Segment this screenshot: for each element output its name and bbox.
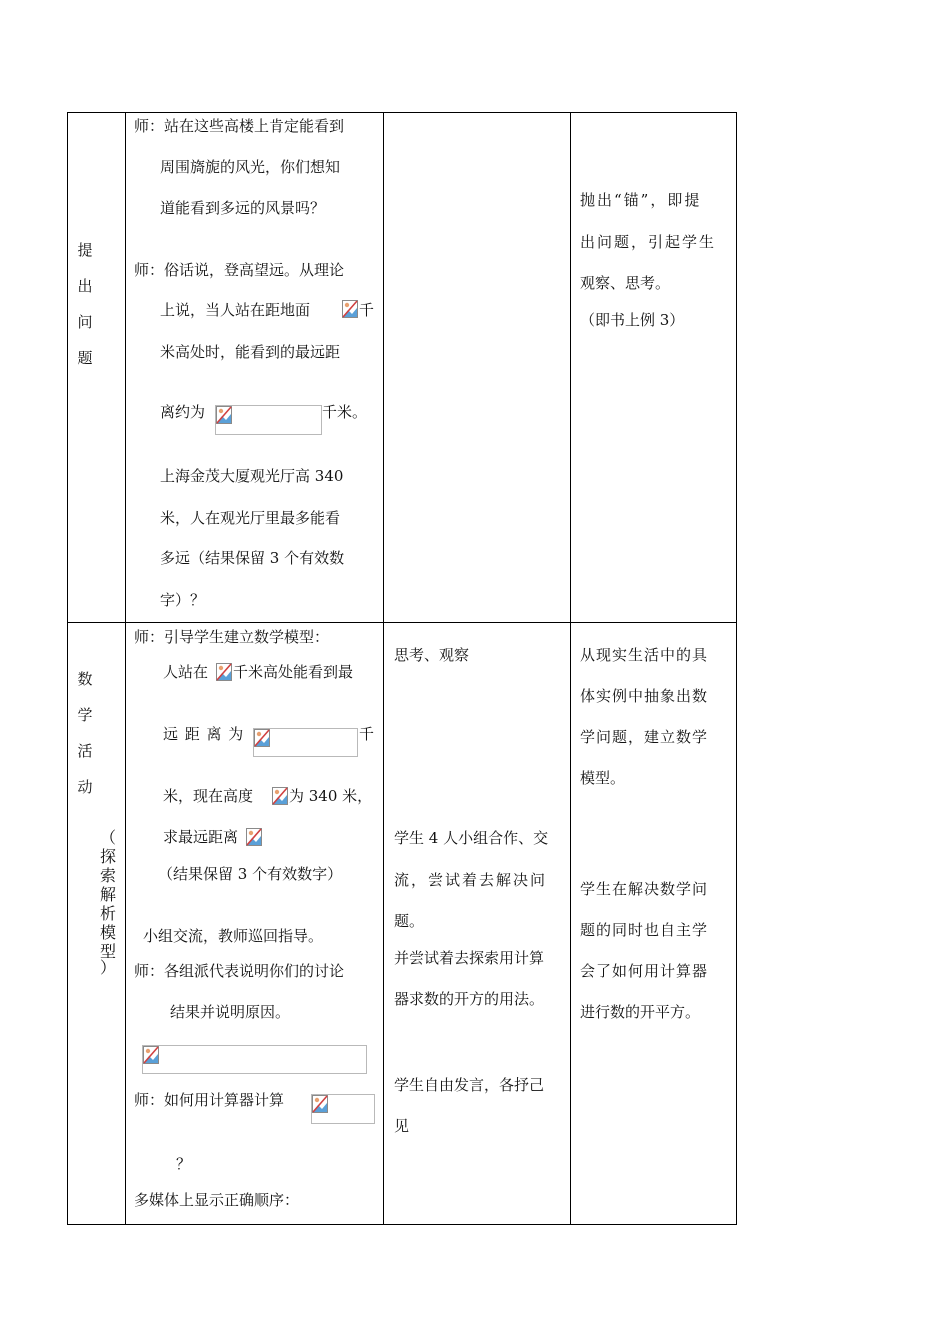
table-border-mid xyxy=(67,622,737,623)
intent-line: （即书上例 3） xyxy=(580,311,685,329)
teacher-line: 上说，当人站在距地面 xyxy=(160,301,311,319)
section-sublabel-char: 解 xyxy=(99,885,116,904)
section-label-char: 学 xyxy=(77,706,93,724)
section-label-char: 提 xyxy=(77,241,93,259)
formula-image-placeholder xyxy=(142,1045,367,1074)
student-line: 学生 4 人小组合作、交 xyxy=(394,829,549,847)
intent-line: 会了如何用计算器 xyxy=(580,962,709,980)
table-border-bottom xyxy=(67,1224,737,1225)
intent-line: 进行数的开平方。 xyxy=(580,1003,701,1021)
teacher-line: 为 340 米， xyxy=(289,787,373,805)
broken-image-icon xyxy=(143,1046,159,1064)
intent-line: 题的同时也自主学 xyxy=(580,921,709,939)
student-line: 学生自由发言，各抒己 xyxy=(394,1076,545,1094)
teacher-line: 远 距 离 为 xyxy=(163,725,245,743)
table-col-divider-2 xyxy=(383,112,384,1225)
teacher-line: 上海金茂大厦观光厅高 340 xyxy=(160,467,344,485)
section-label-char: 数 xyxy=(77,670,93,688)
student-line: 器求数的开方的用法。 xyxy=(394,990,545,1008)
teacher-line: 师：引导学生建立数学模型： xyxy=(134,628,330,646)
teacher-line: 师：如何用计算器计算 xyxy=(134,1091,285,1109)
teacher-line: 师：各组派代表说明你们的讨论 xyxy=(134,962,345,980)
intent-line: 从现实生活中的具 xyxy=(580,646,709,664)
section-sublabel-char: ） xyxy=(99,958,116,977)
teacher-line: 千米高处能看到最 xyxy=(233,663,354,681)
teacher-line: 求最远距离 xyxy=(163,828,239,846)
section-label-char: 动 xyxy=(77,778,93,796)
teacher-line: 多媒体上显示正确顺序： xyxy=(134,1191,300,1209)
student-line: 思考、观察 xyxy=(394,646,470,664)
teacher-line: 字）？ xyxy=(160,591,206,609)
table-border-right xyxy=(736,112,737,1225)
teacher-line: 千 xyxy=(359,301,375,319)
teacher-line: 结果并说明原因。 xyxy=(170,1003,291,1021)
broken-image-icon xyxy=(272,787,288,805)
table-col-divider-3 xyxy=(570,112,571,1225)
section-sublabel-char: 型 xyxy=(99,942,116,961)
intent-line: 学生在解决数学问 xyxy=(580,880,709,898)
table-border-left xyxy=(67,112,68,1225)
teacher-line: 米高处时，能看到的最远距 xyxy=(160,343,341,361)
broken-image-icon xyxy=(312,1095,328,1113)
intent-line: 体实例中抽象出数 xyxy=(580,687,709,705)
teacher-line: 离约为 xyxy=(160,403,206,421)
teacher-line: 小组交流，教师巡回指导。 xyxy=(143,927,324,945)
intent-line: 观察、思考。 xyxy=(580,274,671,292)
teacher-line: 周围旖旎的风光，你们想知 xyxy=(160,158,341,176)
broken-image-icon xyxy=(216,406,232,424)
broken-image-icon xyxy=(216,663,232,681)
intent-line: 学问题，建立数学 xyxy=(580,728,709,746)
intent-line: 出问题，引起学生 xyxy=(580,233,717,251)
student-line: 见 xyxy=(394,1117,410,1135)
teacher-line: 米，人在观光厅里最多能看 xyxy=(160,509,341,527)
teacher-line: （结果保留 3 个有效数字） xyxy=(158,865,343,883)
section-label-char: 出 xyxy=(77,277,93,295)
section-sublabel-char: 索 xyxy=(99,866,116,885)
table-col-divider-1 xyxy=(125,112,126,1225)
teacher-line: 师：俗话说，登高望远。从理论 xyxy=(134,261,345,279)
teacher-line: 道能看到多远的风景吗？ xyxy=(160,199,326,217)
teacher-line: 千米。 xyxy=(322,403,368,421)
broken-image-icon xyxy=(254,729,270,747)
table-border-top xyxy=(67,112,737,113)
broken-image-icon xyxy=(342,300,358,318)
student-line: 题。 xyxy=(394,912,425,930)
broken-image-icon xyxy=(246,828,262,846)
teacher-line: 师：站在这些高楼上肯定能看到 xyxy=(134,117,345,135)
teacher-line: 千 xyxy=(359,725,375,743)
section-label-char: 题 xyxy=(77,349,93,367)
intent-line: 模型。 xyxy=(580,769,626,787)
teacher-line: 米，现在高度 xyxy=(163,787,254,805)
intent-line: 抛出“锚”，即提 xyxy=(580,191,702,209)
section-sublabel-char: 析 xyxy=(99,904,116,923)
student-line: 流，尝试着去解决问 xyxy=(394,871,548,889)
section-label-char: 问 xyxy=(77,313,93,331)
teacher-line: ？ xyxy=(176,1155,192,1173)
teacher-line: 多远（结果保留 3 个有效数 xyxy=(160,549,345,567)
section-sublabel-char: 探 xyxy=(99,847,116,866)
student-line: 并尝试着去探索用计算 xyxy=(394,949,545,967)
teacher-line: 人站在 xyxy=(163,663,209,681)
section-sublabel-char: 模 xyxy=(99,923,116,942)
section-label-char: 活 xyxy=(77,742,93,760)
section-sublabel-char: （ xyxy=(99,828,116,847)
